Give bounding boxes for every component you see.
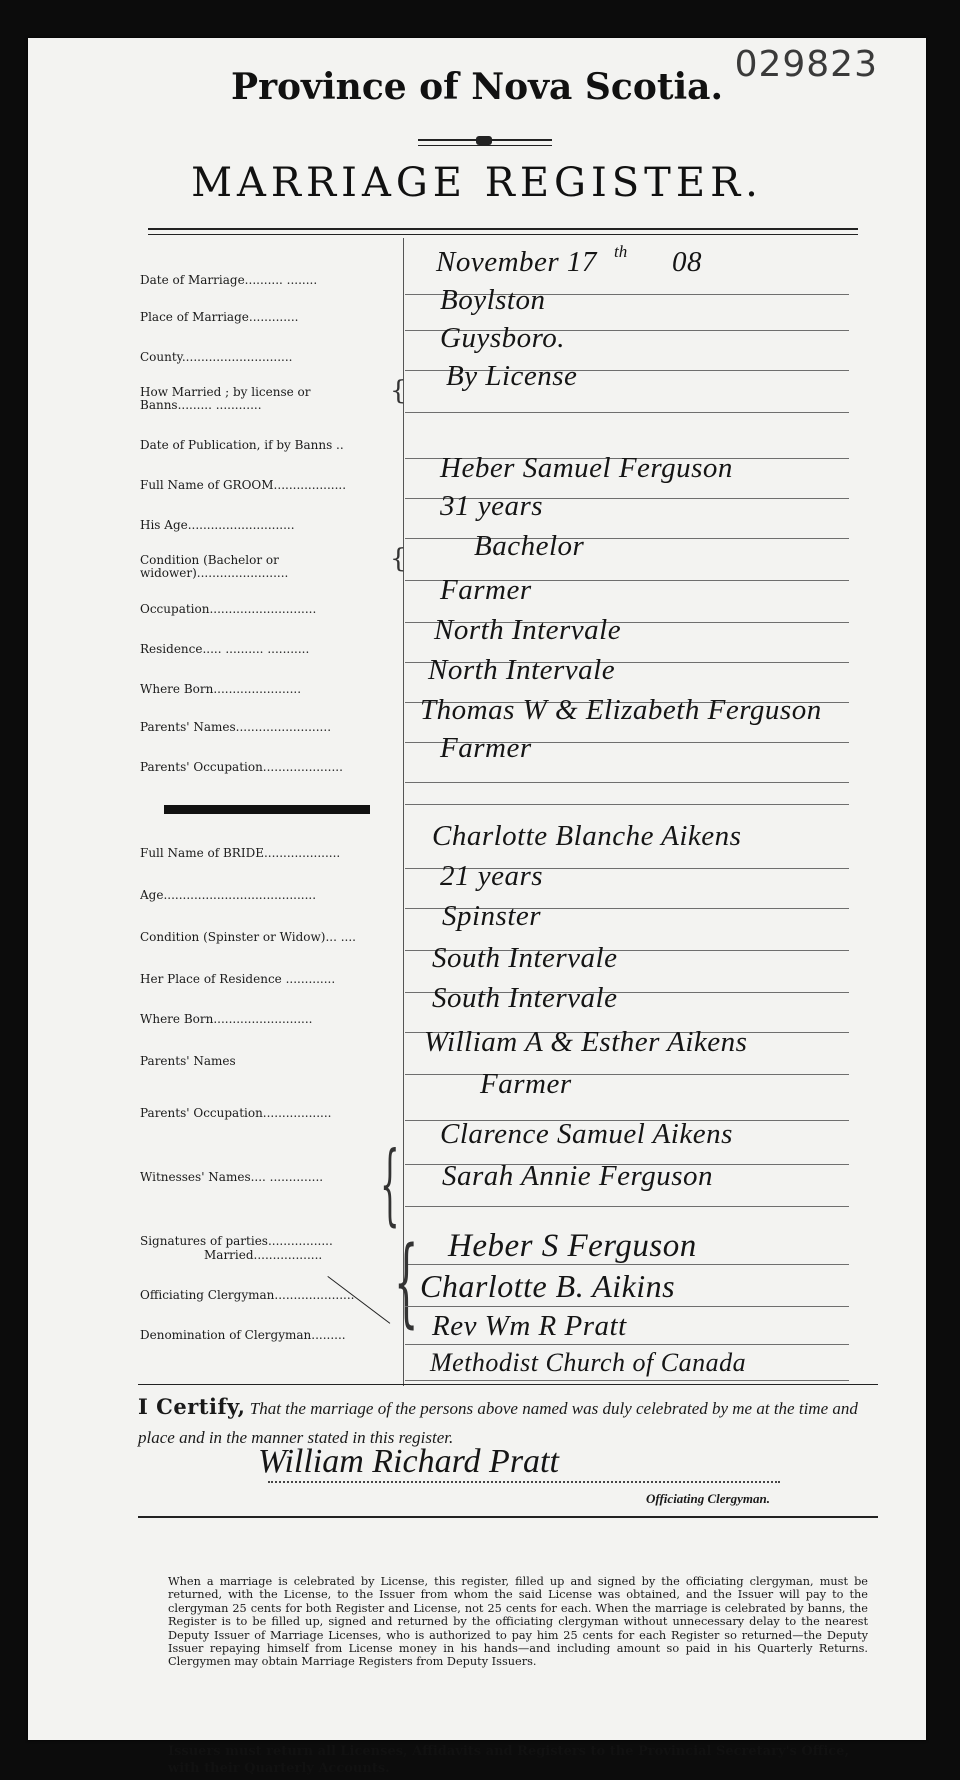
brace-groom-condition: { [390,544,407,574]
section-rule-notice-top [138,1516,878,1518]
instructions-notice: When a marriage is celebrated by License, this register, filled up and signed by the officiating clergyman, must be returned, with the License, to the Issuer from whom the said License was obtained, and the Issuer will pay to the clergyman 25 cents for both Register and License, not 25 cents for each. When the marriage is celebrated by banns, the Register is to be filled up, signed and returned by the officiating clergyman without unnecessary delay to the nearest Deputy Issuer of Marriage Licenses, who is authorized to pay him 25 cents for each Register so returned—the Deputy Issuer repaying himself from License money in his hands—and including amount so paid in his Quarterly Returns. Clergymen may obtain Marriage Registers from Deputy Issuers. [168,1575,868,1669]
label-groom-parents-occupation: Parents' Occupation..................... [140,760,343,774]
column-divider [403,238,404,1386]
title-rule-top [148,228,858,230]
label-signatures-line1: Signatures of parties................. [140,1234,333,1248]
footer-instruction: Issuers must return all Licenses, Affidavits and Registers to the Provincial Secretary's Office, with their Quarterly Accounts. [168,1744,849,1776]
label-bride-where-born: Where Born.......................... [140,1012,313,1026]
label-officiating-clergyman: Officiating Clergyman..................... [140,1288,355,1302]
value-date-suffix: th [614,242,628,261]
label-groom-where-born: Where Born....................... [140,682,302,696]
value-groom-signature: Heber S Ferguson [448,1228,697,1264]
label-bride-residence: Her Place of Residence ............. [140,972,336,986]
label-bride-age: Age........................................ [140,888,317,902]
value-groom-name: Heber Samuel Ferguson [440,452,733,484]
label-bride-parents-occupation: Parents' Occupation.................. [140,1106,332,1120]
province-heading: Province of Nova Scotia. [231,66,723,108]
brace-signatures: { [394,1226,419,1338]
label-bride-parents-names: Parents' Names [140,1054,236,1068]
label-county: County............................. [140,350,293,364]
register-form [28,38,926,1776]
label-signatures-line2: Married.................. [204,1248,323,1262]
rule-spacer [405,804,849,805]
value-groom-condition: Bachelor [474,530,585,562]
label-place-of-marriage: Place of Marriage............. [140,310,299,324]
label-how-married-line2: Banns......... ............ [140,398,262,412]
rule-signature-2 [405,1306,849,1307]
serial-number: 029823 [734,44,878,85]
signature-dotted-line [268,1481,780,1483]
value-bride-parents-names: William A & Esther Aikens [424,1026,748,1058]
brace-how-married: { [390,376,407,406]
value-groom-where-born: North Intervale [428,654,616,686]
section-rule-certify-top [138,1384,878,1385]
label-groom-age: His Age............................ [140,518,295,532]
label-witnesses: Witnesses' Names.... .............. [140,1170,324,1184]
rule-denomination-2 [405,1380,849,1381]
value-bride-parents-occupation: Farmer [480,1068,572,1100]
brace-witnesses: { [380,1132,400,1235]
value-witness-1: Clarence Samuel Aikens [440,1118,733,1150]
rule-groom-parents-occupation [405,782,849,783]
value-county: Guysboro. [440,322,566,354]
rule-groom-age [405,538,849,539]
value-groom-occupation: Farmer [440,574,532,606]
label-groom-name: Full Name of GROOM................... [140,478,347,492]
label-groom-parents-names: Parents' Names......................... [140,720,332,734]
value-groom-age: 31 years [440,490,544,522]
value-date-year: 08 [672,246,702,278]
value-bride-condition: Spinster [442,900,542,932]
value-witness-2: Sarah Annie Ferguson [442,1160,713,1192]
title-rule-bottom [148,234,858,235]
rule-denomination-1 [405,1344,849,1345]
certify-lead: I Certify, [138,1394,246,1419]
label-bride-name: Full Name of BRIDE.................... [140,846,341,860]
rule-witness-2 [405,1206,849,1207]
value-bride-age: 21 years [440,860,544,892]
label-groom-residence: Residence..... .......... ........... [140,642,310,656]
value-groom-parents-occupation: Farmer [440,732,532,764]
value-clergyman-name: Rev Wm R Pratt [432,1310,627,1342]
value-place-of-marriage: Boylston [440,284,546,316]
label-bride-condition: Condition (Spinster or Widow)... .... [140,930,356,944]
title-ornament [418,139,552,146]
value-bride-where-born: South Intervale [432,982,618,1014]
clergyman-signature: William Richard Pratt [258,1443,559,1480]
section-divider-bar [164,805,370,814]
register-title: MARRIAGE REGISTER. [191,160,763,206]
label-denomination: Denomination of Clergyman......... [140,1328,346,1342]
label-groom-occupation: Occupation............................ [140,602,317,616]
value-bride-name: Charlotte Blanche Aikens [432,820,742,852]
rule-bride-parents-names [405,1074,849,1075]
label-how-married-line1: How Married ; by license or [140,385,311,399]
value-how-married: By License [446,360,578,392]
signature-caption: Officiating Clergyman. [646,1491,770,1506]
value-groom-parents-names: Thomas W & Elizabeth Ferguson [420,694,822,726]
rule-how-married [405,412,849,413]
label-date-of-publication: Date of Publication, if by Banns .. [140,438,344,452]
label-date-of-marriage: Date of Marriage.......... ........ [140,273,318,287]
value-bride-residence: South Intervale [432,942,618,974]
value-date-of-marriage: November 17 [436,246,597,278]
value-denomination: Methodist Church of Canada [430,1348,747,1377]
label-groom-condition-line2: widower)........................ [140,566,289,580]
certify-body: That the marriage of the persons above named was duly celebrated by me at the time and place and in the manner stated in this register. [138,1399,858,1447]
value-bride-signature: Charlotte B. Aikins [420,1268,676,1304]
value-groom-residence: North Intervale [434,614,622,646]
label-groom-condition-line1: Condition (Bachelor or [140,553,279,567]
